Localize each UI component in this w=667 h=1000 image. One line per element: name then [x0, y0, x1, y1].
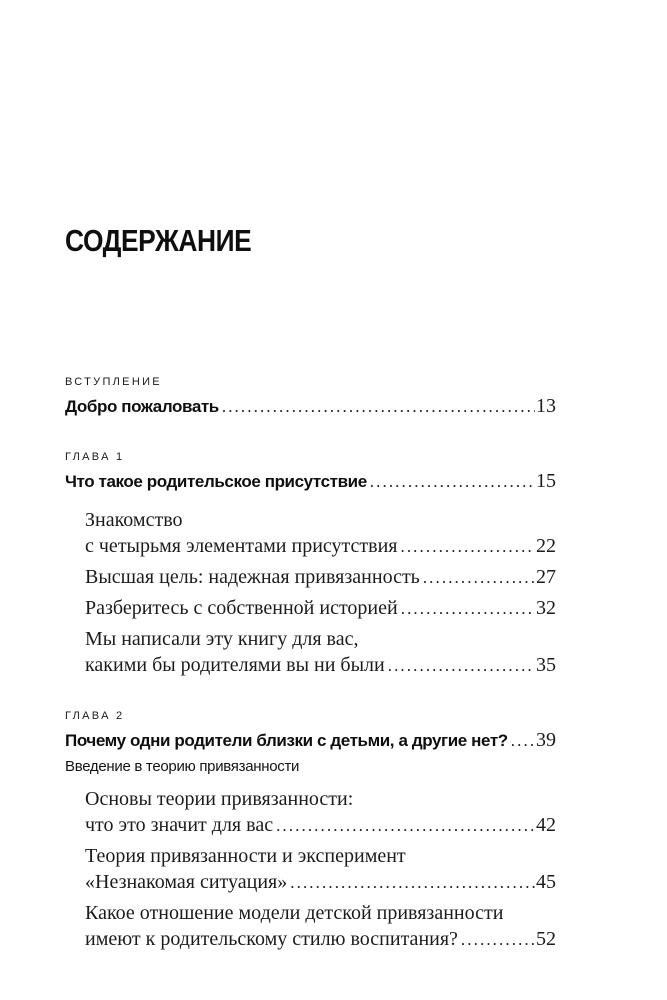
toc-subentry[interactable] — [85, 595, 556, 622]
toc-entry-title: Почему одни родители близки с детьми, а другие нет? — [65, 731, 508, 750]
page-number: 32 — [536, 597, 556, 619]
toc-subentry-line: Мы написали эту книгу для вас, — [85, 628, 359, 650]
page-number: 39 — [536, 729, 556, 751]
toc-subentry-list — [65, 786, 556, 953]
dot-leader — [401, 595, 535, 622]
section-subtitle: Введение в теорию привязанности — [65, 758, 300, 775]
toc-subentry-line — [85, 812, 556, 839]
page-number: 13 — [536, 395, 556, 417]
toc-subentry-text: с четырьмя элементами присутствия — [85, 535, 398, 557]
toc-subentry[interactable] — [85, 900, 556, 953]
toc-subentry-text: Разберитесь с собственной историей — [85, 597, 398, 619]
toc-subentry-line — [85, 926, 556, 953]
toc-subentry-line: Знакомство — [85, 509, 183, 531]
toc-subentry[interactable] — [85, 564, 556, 591]
dot-leader — [276, 812, 535, 839]
toc-subentry-list — [65, 507, 556, 679]
toc-subentry-line — [85, 533, 556, 560]
toc-entry-chapter-1[interactable] — [65, 469, 556, 495]
toc-subentry-line: Какое отношение модели детской привязанности — [85, 902, 504, 924]
dot-leader — [290, 869, 535, 896]
dot-leader — [388, 652, 535, 679]
page-number: 22 — [536, 535, 556, 557]
page-number: 52 — [536, 928, 556, 950]
section-label: ГЛАВА 2 — [65, 710, 125, 722]
toc-subentry[interactable] — [85, 626, 556, 679]
toc-entry-title: Добро пожаловать — [65, 397, 219, 416]
toc-subentry-line: Основы теории привязанности: — [85, 788, 354, 810]
page-number: 35 — [536, 654, 556, 676]
toc-subentry-text: «Незнакомая ситуация» — [85, 871, 288, 893]
toc-subentry[interactable] — [85, 786, 556, 839]
toc-subentry-text: Высшая цель: надежная привязанность — [85, 566, 420, 588]
toc-subentry[interactable] — [85, 507, 556, 560]
toc-entry-chapter-2[interactable] — [65, 728, 556, 754]
toc-section-introduction — [65, 376, 556, 420]
page-number: 42 — [536, 814, 556, 836]
dot-leader — [400, 533, 535, 560]
page-number: 15 — [536, 470, 556, 492]
toc-section-chapter-2 — [65, 710, 556, 953]
toc-entry-title: Что такое родительское присутствие — [65, 472, 367, 491]
toc-section-chapter-1 — [65, 451, 556, 679]
toc-subentry-text: имеют к родительскому стилю воспитания? — [85, 928, 458, 950]
dot-leader — [461, 926, 535, 953]
dot-leader — [370, 470, 535, 495]
dot-leader — [423, 564, 535, 591]
toc-entry-welcome[interactable] — [65, 394, 556, 420]
section-label: ГЛАВА 1 — [65, 451, 125, 463]
dot-leader — [222, 395, 535, 420]
page-number: 45 — [536, 871, 556, 893]
section-label: ВСТУПЛЕНИЕ — [65, 376, 162, 388]
toc-subentry-line — [85, 652, 556, 679]
toc-subentry[interactable] — [85, 843, 556, 896]
toc-subentry-line — [85, 595, 556, 622]
toc-subentry-line — [85, 869, 556, 896]
toc-subentry-line — [85, 564, 556, 591]
page-title-text: СОДЕРЖАНИЕ — [65, 223, 252, 258]
page-number: 27 — [536, 566, 556, 588]
toc-subentry-text: какими бы родителями вы ни были — [85, 654, 385, 676]
page-title — [65, 223, 556, 258]
toc-subentry-line: Теория привязанности и эксперимент — [85, 845, 406, 867]
toc-subentry-text: что это значит для вас — [85, 814, 274, 836]
dot-leader — [511, 729, 535, 754]
